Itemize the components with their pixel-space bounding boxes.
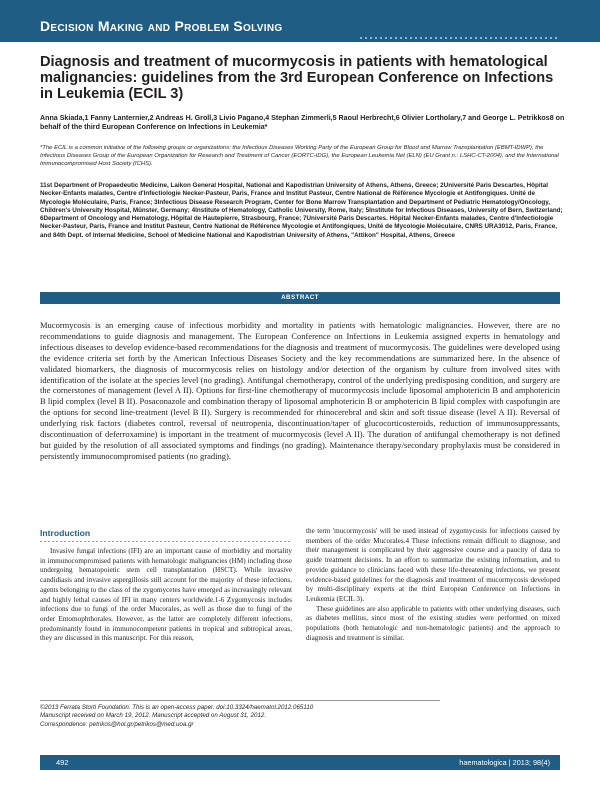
introduction-dotted-rule (40, 541, 292, 542)
intro-paragraph: These guidelines are also applicable to patients with other underlying diseases, such as diabetes mellitus, since most of the existing studies were performed on mixed populations (both hematologic and non-hematologic patients) and the approach to diagnosis and treatment is similar. (306, 604, 560, 642)
abstract-heading: ABSTRACT (281, 294, 319, 301)
footnote (40, 704, 440, 729)
author-list: Anna Skiada,1 Fanny Lanternier,2 Andreas H. Groll,3 Livio Pagano,4 Stephan Zimmerli,5 Raoul Herbrecht,6 Olivier Lortholary,7 and George L. Petrikkos8 on behalf of the third European Conference on Infections in Leukemia* (40, 114, 565, 132)
abstract-text: Mucormycosis is an emerging cause of infectious morbidity and mortality in patients with hematologic malignancies. However, there are no recommendations to guide diagnosis and management. The European Conference on Infections in Leukemia assigned experts in hematology and infectious diseases to develop evidence-based recommendations for the diagnosis and treatment of mucormycosis. The guidelines were developed using the evidence criteria set forth by the American Infectious Diseases Society and the key recommendations are summarized here. In the absence of validated biomarkers, the diagnosis of mucormycosis relies on histology and/or detection of the organism by culture from involved sites with identification of the isolate at the species level (no grading). Antifungal chemotherapy, control of the underlying predisposing condition, and surgery are the cornerstones of management (level A II). Options for first-line chemotherapy of mucormycosis include liposomal amphotericin B and amphotericin B lipid complex (level B II). Posaconazole and combination therapy of liposomal amphotericin B or amphotericin B lipid complex with caspofungin are the options for second line-treatment (level B II). Surgery is recommended for rhinocerebral and skin and soft tissue disease (level A II). Reversal of underlying risk factors (diabetes control, reversal of neutropenia, discontinuation/taper of glucocorticosteroids, reduction of immunosuppressants, discontinuation of deferroxamine) is important in the treatment of mucormycosis (level A II). The duration of antifungal chemotherapy is not defined but guided by the resolution of all associated symptoms and findings (no grading). Maintenance therapy/secondary prophylaxis must be considered in persistently immunocompromised patients (no grading). (40, 320, 560, 461)
journal-reference: haematologica | 2013; 98(4) (459, 758, 550, 767)
ecil-note: *The ECIL is a common initiative of the following groups or organizations: the Infectious Diseases Working Party of the European Group for Blood and Marrow Transplantation (EBMT-IDWP), the Infectious Diseases Group of the European Organization for Research and Treatment of Cancer (EORTC-IDG), the European Leukemia Net (ELN) (EU Grant n.: LSHC-CT-2004), and the International Immunocompromised Host Society (ICHS). (40, 145, 559, 167)
intro-paragraph: Invasive fungal infections (IFI) are an important cause of morbidity and mortality in immunocompromised patients with hematologic malignancies (HM) including those undergoing hematopoietic stem cell transplantation (HSCT). While invasive candidiasis and invasive aspergillosis still account for the majority of these infections, agents belonging to the class of the zygomycetes have emerged as increasingly relevant and highly lethal causes of IFI in many centers worldwide.1-6 Zygomycosis includes infections due to fungi of the order Mucorales, as well as those due to fungi of the order Entomophthorales. However, as the latter are completely different infections, predominantly found in immunocompetent patients in tropical and subtropical areas, they are discussed in this manuscript. For this reason, (40, 547, 292, 643)
copyright-line: ©2013 Ferrata Storti Foundation. This is an open-access paper. doi:10.3324/haematol.2012.065110 (40, 704, 314, 711)
footnote-separator (40, 700, 440, 701)
page-number: 492 (56, 758, 69, 767)
abstract-heading-bar (40, 292, 560, 304)
article-title: Diagnosis and treatment of mucormycosis in patients with hematological malignancies: guidelines from the 3rd European Conference on Infections in Leukemia (ECIL 3) (40, 54, 554, 102)
correspondence-line: Correspondence: petrikos@hol.gr/petrikos@med.uoa.gr (40, 720, 194, 728)
affiliations: 11st Department of Propaedeutic Medicine, Laikon General Hospital, National and Kapodistrian University of Athens, Athens, Greece; 2Université Paris Descartes, Hôpital Necker-Enfants malades, Centre d'Infectiologie Necker-Pasteur, Paris, France and Institut Pasteur, Centre National de Référence Mycologie et Antifongiques. Unité de Mycologie Moléculaire, Paris, France; 3Infectious Disease Research Program, Center for Bone Marrow Transplantation and Department of Pediatric Hematology/Oncology, Children's University Hospital, Münster, Germany; 4Institute of Hematology, Catholic University, Rome, Italy; 5Institute for Infectious Diseases, University of Bern, Switzerland; 6Department of Oncology and Hematology, Hôpital de Hautepierre, Strasbourg, France; 7Université Paris Descartes. Hôpital Necker-Enfants malades, Centre d'Infectiologie Necker-Pasteur, Paris, France and Institut Pasteur, Centre National de Référence Mycologie et Antifongiques, Unité de Mycologie Moléculaire, CNRS URA3012, Paris, France, and 84th Dept. of Internal Medicine, School of Medicine National and Kapodistrian University of Athens, "Attikon" Hospital, Athens, Greece (40, 182, 563, 239)
introduction-heading: Introduction (40, 528, 91, 538)
manuscript-dates: Manuscript received on March 19, 2012. Manuscript accepted on August 31, 2012. (40, 712, 267, 720)
section-header-band (0, 0, 600, 42)
right-column (306, 527, 560, 643)
footer-band (40, 755, 560, 770)
left-column (40, 547, 292, 644)
section-label: Decision Making and Problem Solving (40, 18, 283, 34)
header-dotted-rule (360, 37, 560, 39)
intro-paragraph: the term 'mucormycosis' will be used instead of zygomycosis for infections caused by members of the order Mucorales.4 These infections remain difficult to diagnose, and their management is complicated by their aggressive course and a paucity of data to guide treatment decisions. In an effort to summarize the existing information, and to provide guidance to clinicians faced with these life-threatening infections, we present evidence-based guidelines for the diagnosis and treatment of mucormycosis developed by multi-disciplinary experts at the third European Conference on Infections in Leukemia (ECIL 3). (306, 527, 560, 603)
